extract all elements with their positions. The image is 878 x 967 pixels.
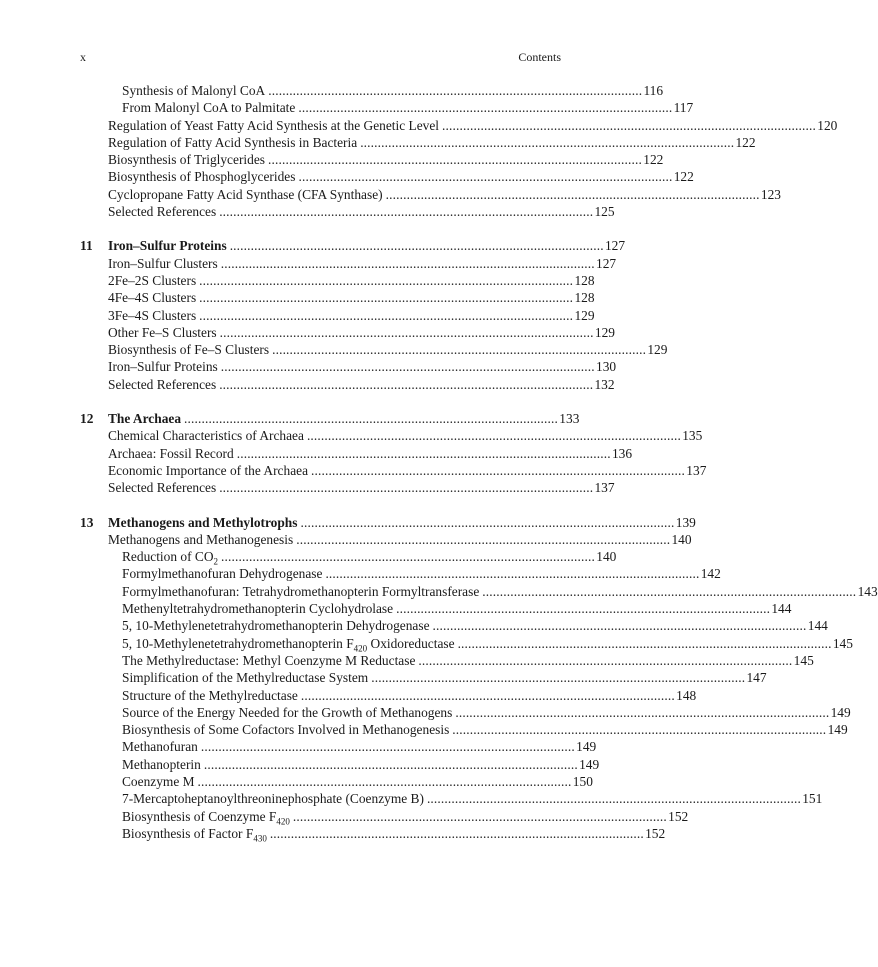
toc-entry-row xyxy=(108,289,595,306)
entry-page-number: 143 xyxy=(857,583,878,599)
toc-entry[interactable] xyxy=(80,445,633,462)
toc-entry-row xyxy=(108,134,756,151)
dot-leader xyxy=(221,548,593,565)
entry-page-number: 139 xyxy=(675,514,696,530)
entry-page-number: 142 xyxy=(700,566,721,582)
toc-entry-row xyxy=(108,237,626,254)
toc-entry-row xyxy=(122,635,853,654)
entry-page-number: 135 xyxy=(682,428,703,444)
entry-title-text: 5, 10-Methylenetetrahydromethanopterin F xyxy=(122,635,354,651)
entry-page-number: 137 xyxy=(594,480,615,496)
entry-title-subscript: 420 xyxy=(353,643,368,654)
chapter-entry[interactable] xyxy=(80,410,580,427)
dot-leader xyxy=(296,531,668,548)
dot-leader xyxy=(198,773,570,790)
toc-entry[interactable] xyxy=(80,82,664,99)
toc-entry-row xyxy=(108,427,703,444)
section-gap xyxy=(80,220,561,237)
entry-page-number: 152 xyxy=(668,808,689,824)
entry-page-number: 149 xyxy=(830,704,851,720)
toc-entry[interactable] xyxy=(80,738,597,755)
entry-title-text: Methenyltetrahydromethanopterin Cyclohydrolase xyxy=(122,601,394,617)
entry-title xyxy=(122,790,424,807)
toc-entry-row xyxy=(108,479,615,496)
dot-leader xyxy=(201,738,573,755)
entry-page-number: 129 xyxy=(574,307,595,323)
toc-entry[interactable] xyxy=(80,669,767,686)
toc-entry-row xyxy=(122,565,721,582)
toc-entry[interactable] xyxy=(80,531,692,548)
entry-title-text: Formylmethanofuran: Tetrahydromethanopterin Formyltransferase xyxy=(122,583,480,599)
section-gap xyxy=(80,393,561,410)
toc-entry[interactable] xyxy=(80,756,600,773)
entry-title xyxy=(122,635,455,652)
entry-page-number: 144 xyxy=(771,601,792,617)
toc-entry[interactable] xyxy=(80,721,848,738)
entry-title xyxy=(122,687,298,704)
entry-title xyxy=(122,825,267,842)
toc-entry[interactable] xyxy=(80,358,617,375)
toc-entry[interactable] xyxy=(80,565,721,582)
dot-leader xyxy=(219,203,591,220)
dot-leader xyxy=(199,272,571,289)
toc-entry[interactable] xyxy=(80,773,593,790)
entry-title-text: Source of the Energy Needed for the Growth of Methanogens xyxy=(122,704,453,720)
dot-leader xyxy=(360,134,732,151)
running-title: Contents xyxy=(518,50,561,64)
toc-entry[interactable] xyxy=(80,704,851,721)
toc-entry[interactable] xyxy=(80,289,595,306)
entry-page-number: 129 xyxy=(594,324,615,340)
dot-leader xyxy=(220,324,592,341)
dot-leader xyxy=(293,808,665,825)
entry-title-text: Archaea: Fossil Record xyxy=(108,445,234,461)
toc-entry[interactable] xyxy=(80,255,617,272)
entry-title-text: 3Fe–4S Clusters xyxy=(108,307,197,323)
toc-entry[interactable] xyxy=(80,99,694,116)
entry-title-text: Methanogens and Methylotrophs xyxy=(108,514,298,530)
entry-title-text: Selected References xyxy=(108,376,217,392)
entry-title xyxy=(122,773,195,790)
entry-page-number: 127 xyxy=(604,238,626,254)
toc-entry-row xyxy=(108,255,617,272)
entry-title-text: Regulation of Yeast Fatty Acid Synthesis at the Genetic Level xyxy=(108,117,439,133)
toc-entry[interactable] xyxy=(80,307,595,324)
toc-entry-row xyxy=(122,617,828,634)
dot-leader xyxy=(311,462,683,479)
toc-entry[interactable] xyxy=(80,548,617,567)
entry-title-text: Biosynthesis of Phosphoglycerides xyxy=(108,169,296,185)
dot-leader xyxy=(270,825,642,842)
toc-entry-row xyxy=(122,721,848,738)
entry-title-text: Formylmethanofuran Dehydrogenase xyxy=(122,566,323,582)
entry-title-text: Synthesis of Malonyl CoA xyxy=(122,83,266,98)
toc-entry[interactable] xyxy=(80,790,823,807)
toc-entry-row xyxy=(122,773,593,790)
toc-entry[interactable] xyxy=(80,168,694,185)
toc-entry[interactable] xyxy=(80,583,878,600)
entry-title xyxy=(122,617,430,634)
entry-title xyxy=(108,168,295,185)
entry-title-text: Structure of the Methylreductase xyxy=(122,687,298,703)
entry-title-subscript: 430 xyxy=(253,833,267,844)
dot-leader xyxy=(371,669,743,686)
toc-entry-row xyxy=(108,531,692,548)
entry-page-number: 117 xyxy=(673,100,694,116)
entry-page-number: 137 xyxy=(686,462,707,478)
toc-entry[interactable] xyxy=(80,617,828,634)
entry-page-number: 149 xyxy=(827,722,848,738)
entry-title xyxy=(108,376,216,393)
entry-page-number: 128 xyxy=(574,272,595,288)
entry-title xyxy=(122,548,218,565)
entry-title-text: Selected References xyxy=(108,480,217,496)
dot-leader xyxy=(298,168,670,185)
toc-entry-row xyxy=(122,669,767,686)
entry-title xyxy=(108,341,269,358)
chapter-number: 13 xyxy=(80,514,94,530)
entry-title xyxy=(108,445,234,462)
entry-title xyxy=(122,600,393,617)
entry-page-number: 133 xyxy=(559,411,580,427)
entry-page-number: 132 xyxy=(594,376,615,392)
entry-title xyxy=(122,704,452,721)
entry-title xyxy=(122,808,290,825)
toc-entry-row xyxy=(108,186,781,203)
entry-page-number: 122 xyxy=(735,134,756,150)
toc-entry-row xyxy=(122,825,666,844)
entry-title-text: Iron–Sulfur Proteins xyxy=(108,359,218,375)
toc-entry-row xyxy=(122,548,617,567)
toc-entry-row xyxy=(108,324,615,341)
toc-entry-row xyxy=(122,687,697,704)
entry-title xyxy=(122,82,265,99)
entry-page-number: 140 xyxy=(671,531,692,547)
toc-entry-row xyxy=(122,652,814,669)
entry-title xyxy=(108,307,196,324)
entry-title xyxy=(108,427,304,444)
entry-page-number: 116 xyxy=(643,83,664,98)
toc-entry[interactable] xyxy=(80,186,781,203)
entry-page-number: 140 xyxy=(596,549,617,565)
dot-leader xyxy=(219,376,591,393)
entry-page-number: 145 xyxy=(793,652,814,668)
entry-title-text: Selected References xyxy=(108,204,217,220)
entry-title xyxy=(122,756,201,773)
entry-page-number: 130 xyxy=(596,359,617,375)
entry-title-text: 5, 10-Methylenetetrahydromethanopterin Dehydrogenase xyxy=(122,618,430,634)
toc-entry-row xyxy=(108,514,696,531)
dot-leader xyxy=(418,652,790,669)
entry-title-text: 4Fe–4S Clusters xyxy=(108,290,197,306)
toc-entry-row xyxy=(122,756,600,773)
toc-entry-row xyxy=(108,117,838,134)
entry-title-text: Economic Importance of the Archaea xyxy=(108,462,309,478)
toc-entry[interactable] xyxy=(80,600,792,617)
dot-leader xyxy=(301,687,673,704)
entry-title xyxy=(108,289,196,306)
entry-page-number: 149 xyxy=(576,739,597,755)
entry-page-number: 125 xyxy=(594,204,615,220)
entry-title-text: From Malonyl CoA to Palmitate xyxy=(122,100,296,116)
entry-title xyxy=(122,652,415,669)
chapter-number: 11 xyxy=(80,238,93,254)
toc-entry-row xyxy=(122,704,851,721)
dot-leader xyxy=(386,186,758,203)
entry-title xyxy=(108,134,357,151)
toc-entry[interactable] xyxy=(80,272,595,289)
dot-leader xyxy=(307,427,679,444)
entry-title xyxy=(122,583,479,600)
entry-title xyxy=(108,358,218,375)
entry-title-text: Iron–Sulfur Proteins xyxy=(108,238,227,254)
dot-leader xyxy=(455,704,827,721)
entry-title-text: Methanofuran xyxy=(122,739,198,755)
dot-leader xyxy=(268,82,640,99)
entry-title-text: Chemical Characteristics of Archaea xyxy=(108,428,304,444)
table-of-contents xyxy=(80,82,878,844)
entry-title-text: Biosynthesis of Coenzyme F xyxy=(122,808,277,824)
entry-title-text: Reduction of CO xyxy=(122,549,214,565)
entry-page-number: 151 xyxy=(802,791,823,807)
page-number: x xyxy=(80,50,86,64)
dot-leader xyxy=(237,445,609,462)
entry-title xyxy=(108,531,293,548)
running-header xyxy=(80,50,561,66)
entry-page-number: 152 xyxy=(645,825,666,841)
dot-leader xyxy=(219,479,591,496)
toc-entry[interactable] xyxy=(80,151,664,168)
dot-leader xyxy=(482,583,854,600)
entry-title-text: Simplification of the Methylreductase System xyxy=(122,670,369,686)
toc-entry-row xyxy=(122,82,664,99)
entry-title-text: Regulation of Fatty Acid Synthesis in Bacteria xyxy=(108,134,358,150)
dot-leader xyxy=(452,721,824,738)
toc-entry-row xyxy=(108,462,707,479)
toc-entry-row xyxy=(122,600,792,617)
entry-title-text: Biosynthesis of Some Cofactors Involved in Methanogenesis xyxy=(122,722,450,738)
entry-title xyxy=(122,565,322,582)
chapter-entry[interactable] xyxy=(80,514,696,531)
dot-leader xyxy=(204,756,576,773)
toc-entry[interactable] xyxy=(80,117,838,134)
dot-leader xyxy=(427,790,799,807)
entry-title-text: Iron–Sulfur Clusters xyxy=(108,255,218,271)
entry-title xyxy=(108,514,297,531)
entry-title-text: 2Fe–2S Clusters xyxy=(108,272,197,288)
entry-title xyxy=(122,669,368,686)
entry-title-text: The Methylreductase: Methyl Coenzyme M Reductase xyxy=(122,652,416,668)
entry-page-number: 122 xyxy=(643,152,664,168)
toc-entry-row xyxy=(122,583,878,600)
toc-entry-row xyxy=(108,307,595,324)
entry-title xyxy=(122,721,449,738)
entry-title xyxy=(108,255,218,272)
entry-title-text: Methanopterin xyxy=(122,756,201,772)
entry-page-number: 148 xyxy=(676,687,697,703)
dot-leader xyxy=(396,600,768,617)
entry-page-number: 149 xyxy=(579,756,600,772)
toc-entry-row xyxy=(108,445,633,462)
dot-leader xyxy=(230,237,602,254)
entry-title-text: Biosynthesis of Triglycerides xyxy=(108,152,265,168)
dot-leader xyxy=(184,410,556,427)
dot-leader xyxy=(442,117,814,134)
toc-entry-row xyxy=(122,790,823,807)
toc-entry[interactable] xyxy=(80,324,615,341)
entry-title-text: Biosynthesis of Fe–S Clusters xyxy=(108,342,270,358)
toc-entry-row xyxy=(108,272,595,289)
toc-entry-row xyxy=(108,376,615,393)
entry-page-number: 129 xyxy=(647,342,668,358)
toc-entry-row xyxy=(122,99,694,116)
toc-entry[interactable] xyxy=(80,652,814,669)
entry-page-number: 123 xyxy=(760,186,781,202)
entry-title-text: Cyclopropane Fatty Acid Synthase (CFA Synthase) xyxy=(108,186,383,202)
toc-entry[interactable] xyxy=(80,134,756,151)
entry-title xyxy=(108,272,196,289)
toc-entry-row xyxy=(108,341,668,358)
dot-leader xyxy=(325,565,697,582)
toc-entry[interactable] xyxy=(80,687,697,704)
toc-entry-row xyxy=(122,738,597,755)
entry-page-number: 122 xyxy=(673,169,694,185)
toc-entry-row xyxy=(108,358,617,375)
dot-leader xyxy=(433,617,805,634)
toc-entry[interactable] xyxy=(80,427,703,444)
toc-entry[interactable] xyxy=(80,825,666,844)
toc-entry[interactable] xyxy=(80,808,689,827)
dot-leader xyxy=(199,307,571,324)
chapter-number: 12 xyxy=(80,411,94,427)
toc-entry-row xyxy=(108,410,580,427)
entry-title xyxy=(122,738,198,755)
entry-title xyxy=(108,186,383,203)
entry-title-subscript: 420 xyxy=(276,816,290,827)
entry-page-number: 144 xyxy=(807,618,828,634)
dot-leader xyxy=(298,99,670,116)
toc-entry-row xyxy=(122,808,689,827)
toc-entry[interactable] xyxy=(80,635,853,654)
entry-page-number: 147 xyxy=(746,670,767,686)
dot-leader xyxy=(199,289,571,306)
dot-leader xyxy=(221,255,593,272)
section-gap xyxy=(80,497,561,514)
entry-page-number: 128 xyxy=(574,290,595,306)
toc-entry-row xyxy=(108,151,664,168)
entry-title xyxy=(108,117,439,134)
dot-leader xyxy=(221,358,593,375)
toc-entry[interactable] xyxy=(80,341,668,358)
chapter-entry[interactable] xyxy=(80,237,626,254)
entry-title-text: Biosynthesis of Factor F xyxy=(122,825,254,841)
entry-page-number: 120 xyxy=(817,117,838,133)
entry-title xyxy=(108,462,308,479)
entry-title-text: Methanogens and Methanogenesis xyxy=(108,531,294,547)
entry-title-text: Coenzyme M xyxy=(122,773,195,789)
toc-entry-row xyxy=(108,168,694,185)
dot-leader xyxy=(458,635,830,652)
entry-title-subscript: 2 xyxy=(213,556,218,567)
toc-entry[interactable] xyxy=(80,479,615,496)
entry-page-number: 136 xyxy=(611,445,633,461)
entry-title xyxy=(122,99,295,116)
entry-page-number: 127 xyxy=(596,255,617,271)
entry-title-text: The Archaea xyxy=(108,411,182,427)
entry-title xyxy=(108,237,227,254)
toc-entry-row xyxy=(108,203,615,220)
entry-title xyxy=(108,203,216,220)
entry-title xyxy=(108,324,217,341)
dot-leader xyxy=(300,514,672,531)
entry-title xyxy=(108,479,216,496)
toc-entry[interactable] xyxy=(80,376,615,393)
toc-entry[interactable] xyxy=(80,203,615,220)
dot-leader xyxy=(268,151,640,168)
entry-title xyxy=(108,410,181,427)
entry-title-suffix: Oxidoreductase xyxy=(367,635,455,651)
dot-leader xyxy=(272,341,644,358)
toc-entry[interactable] xyxy=(80,462,707,479)
entry-title-text: Other Fe–S Clusters xyxy=(108,324,217,340)
entry-page-number: 145 xyxy=(832,635,853,651)
entry-title xyxy=(108,151,265,168)
entry-title-text: 7-Mercaptoheptanoylthreoninephosphate (Coenzyme B) xyxy=(122,791,424,807)
entry-page-number: 150 xyxy=(572,773,593,789)
